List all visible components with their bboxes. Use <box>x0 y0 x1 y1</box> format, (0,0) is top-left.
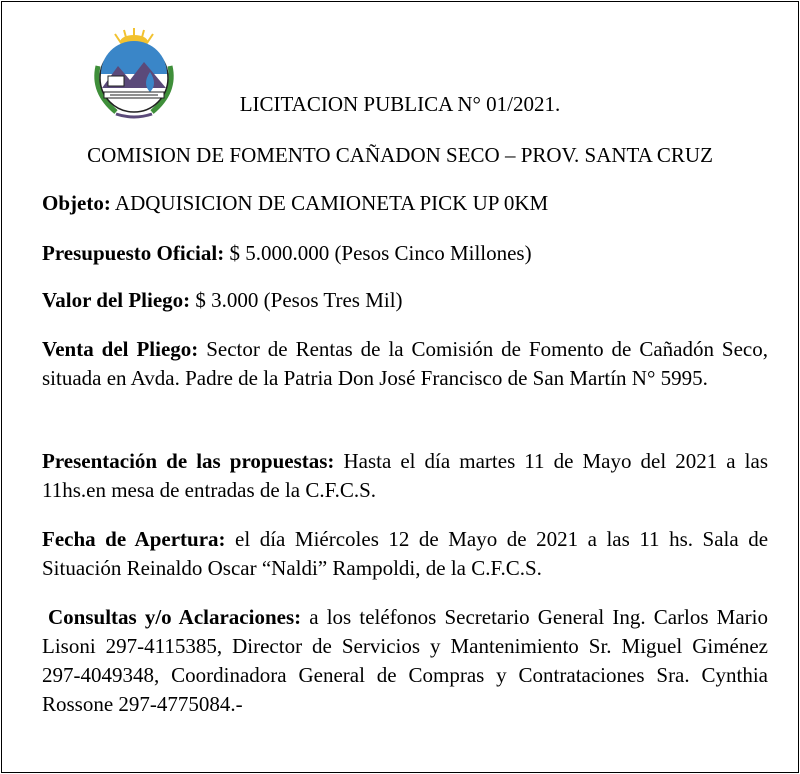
inquiries-paragraph <box>42 603 768 719</box>
budget-paragraph <box>42 239 768 268</box>
issuer-subtitle: COMISION DE FOMENTO CAÑADON SECO – PROV. SANTA CRUZ <box>87 143 713 167</box>
document-price-paragraph <box>42 286 768 315</box>
submission-paragraph <box>42 447 768 505</box>
object-label: Objeto: <box>42 191 111 215</box>
document-sale-paragraph <box>42 335 768 393</box>
submission-text: Hasta el día martes 11 de Mayo del 2021 a las 11hs.en mesa de entradas de la C.F.C.S. <box>42 449 768 502</box>
opening-date-label: Fecha de Apertura: <box>42 527 226 551</box>
document-price-label: Valor del Pliego: <box>42 288 191 312</box>
opening-date-text: el día Miércoles 12 de Mayo de 2021 a las 11 hs. Sala de Situación Reinaldo Oscar “Naldi” Rampoldi, de la C.F.C.S. <box>42 527 769 580</box>
submission-label: Presentación de las propuestas: <box>42 449 335 473</box>
document-sale-label: Venta del Pliego: <box>42 337 199 361</box>
document-sale-text: Sector de Rentas de la Comisión de Fomento de Cañadón Seco, situada en Avda. Padre de la Patria Don José Francisco de San Martín N° 5995. <box>42 337 768 390</box>
tender-title: LICITACION PUBLICA N° 01/2021. <box>239 92 561 116</box>
budget-label: Presupuesto Oficial: <box>42 241 225 265</box>
opening-date-paragraph <box>42 525 768 583</box>
object-paragraph <box>42 189 768 218</box>
document-price-text: $ 3.000 (Pesos Tres Mil) <box>195 288 403 312</box>
inquiries-label: Consultas y/o Aclaraciones: <box>48 605 302 629</box>
object-text: ADQUISICION DE CAMIONETA PICK UP 0KM <box>114 191 549 215</box>
inquiries-text: a los teléfonos Secretario General Ing. Carlos Mario Lisoni 297-4115385, Director de Servicios y Mantenimiento Sr. Miguel Giménez 297-4049348, Coordinadora General de Compras y Contrataciones Sra. Cynthia Rossone 297-4775084.- <box>42 605 768 716</box>
budget-text: $ 5.000.000 (Pesos Cinco Millones) <box>229 241 532 265</box>
